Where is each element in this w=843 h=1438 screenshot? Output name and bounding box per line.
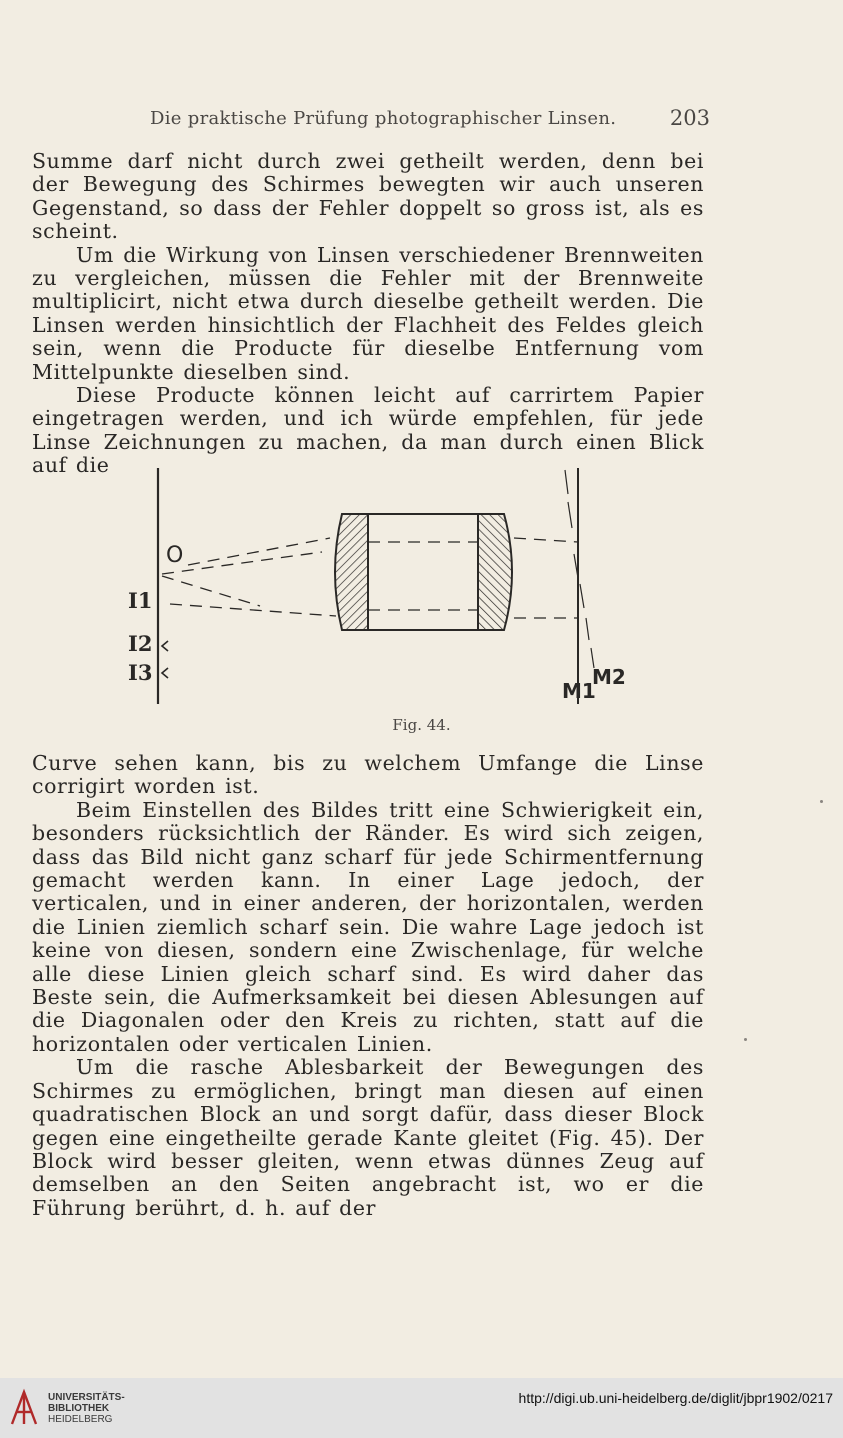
ray-lines (162, 538, 578, 618)
paragraph: Beim Einstellen des Bildes tritt eine Schwierigkeit ein, besonders rücksichtlich der Ränder. Es wird sich zeigen, dass das Bild nicht ganz scharf für jede Schirmentfernung gemacht werden kann. In einer Lage jedoch, der verticalen, und in einer anderen, der horizontalen, werden die Linien ziemlich scharf sein. Die wahre Lage jedoch ist keine von diesen, sondern eine Zwischenlage, für welche alle diese Linien gleich scharf sind. Es wird daher das Beste sein, die Aufmerksamkeit bei diesen Ablesungen auf die Diagonalen oder den Kreis zu richten, statt auf die horizontalen oder verticalen Linien. (32, 797, 704, 1056)
label-o: O (166, 543, 184, 568)
figure-caption: Fig. 44. (392, 716, 451, 734)
lens-element-front (335, 514, 368, 630)
lens-element-rear (478, 514, 512, 630)
page-header (150, 108, 710, 129)
page-number: 203 (669, 106, 710, 130)
speck (744, 1038, 747, 1041)
paragraph: Um die Wirkung von Linsen verschiedener Brennweiten zu vergleichen, müssen die Fehler mit der Brennweite multiplicirt, nicht etwa durch dieselbe getheilt werden. Die Linsen werden hinsichtlich der Flachheit des Feldes gleich sein, wenn die Producte für dieselbe Entfernung vom Mittelpunkte dieselben sind. (32, 242, 704, 384)
viewer-footer (0, 1378, 843, 1438)
text-block-upper (32, 150, 704, 478)
label-i2: I2 (128, 631, 153, 656)
running-title: Die praktische Prüfung photographischer Linsen. (150, 108, 617, 129)
paragraph: Um die rasche Ablesbarkeit der Bewegungen des Schirmes zu ermöglichen, bringt man diesen auf einen quadratischen Block an und sorgt dafür, dass dieser Block gegen eine eingetheilte gerade Kante gleitet (Fig. 45). Der Block wird besser gleiten, wenn etwas dünnes Zeug auf demselben an den Seiten angebracht ist, wo er die Führung berührt, d. h. auf der (32, 1055, 704, 1220)
label-i3: I3 (128, 660, 153, 685)
label-m2: M2 (592, 665, 626, 689)
paragraph: Summe darf nicht durch zwei getheilt werden, denn bei der Bewegung des Schirmes bewegten wir auch unseren Gegenstand, so dass der Fehler doppelt so gross ist, als es scheint. (32, 149, 704, 244)
library-logo-icon (8, 1386, 40, 1430)
permalink-url[interactable]: http://digi.ub.uni-heidelberg.de/diglit/jbpr1902/0217 (518, 1390, 833, 1406)
text-block-lower (32, 752, 704, 1220)
label-m1: M1 (562, 679, 596, 703)
library-name: UNIVERSITÄTS- BIBLIOTHEK HEIDELBERG (48, 1392, 125, 1425)
paragraph: Curve sehen kann, bis zu welchem Umfange die Linse corrigirt worden ist. (32, 751, 704, 799)
label-i1: I1 (128, 588, 153, 613)
paragraph: Diese Producte können leicht auf carrirtem Papier eingetragen werden, und ich würde empfehlen, für jede Linse Zeichnungen zu machen, da man durch einen Blick auf die (32, 383, 704, 478)
lens-diagram (110, 458, 670, 713)
lens-tube (368, 514, 478, 630)
speck (820, 800, 823, 803)
